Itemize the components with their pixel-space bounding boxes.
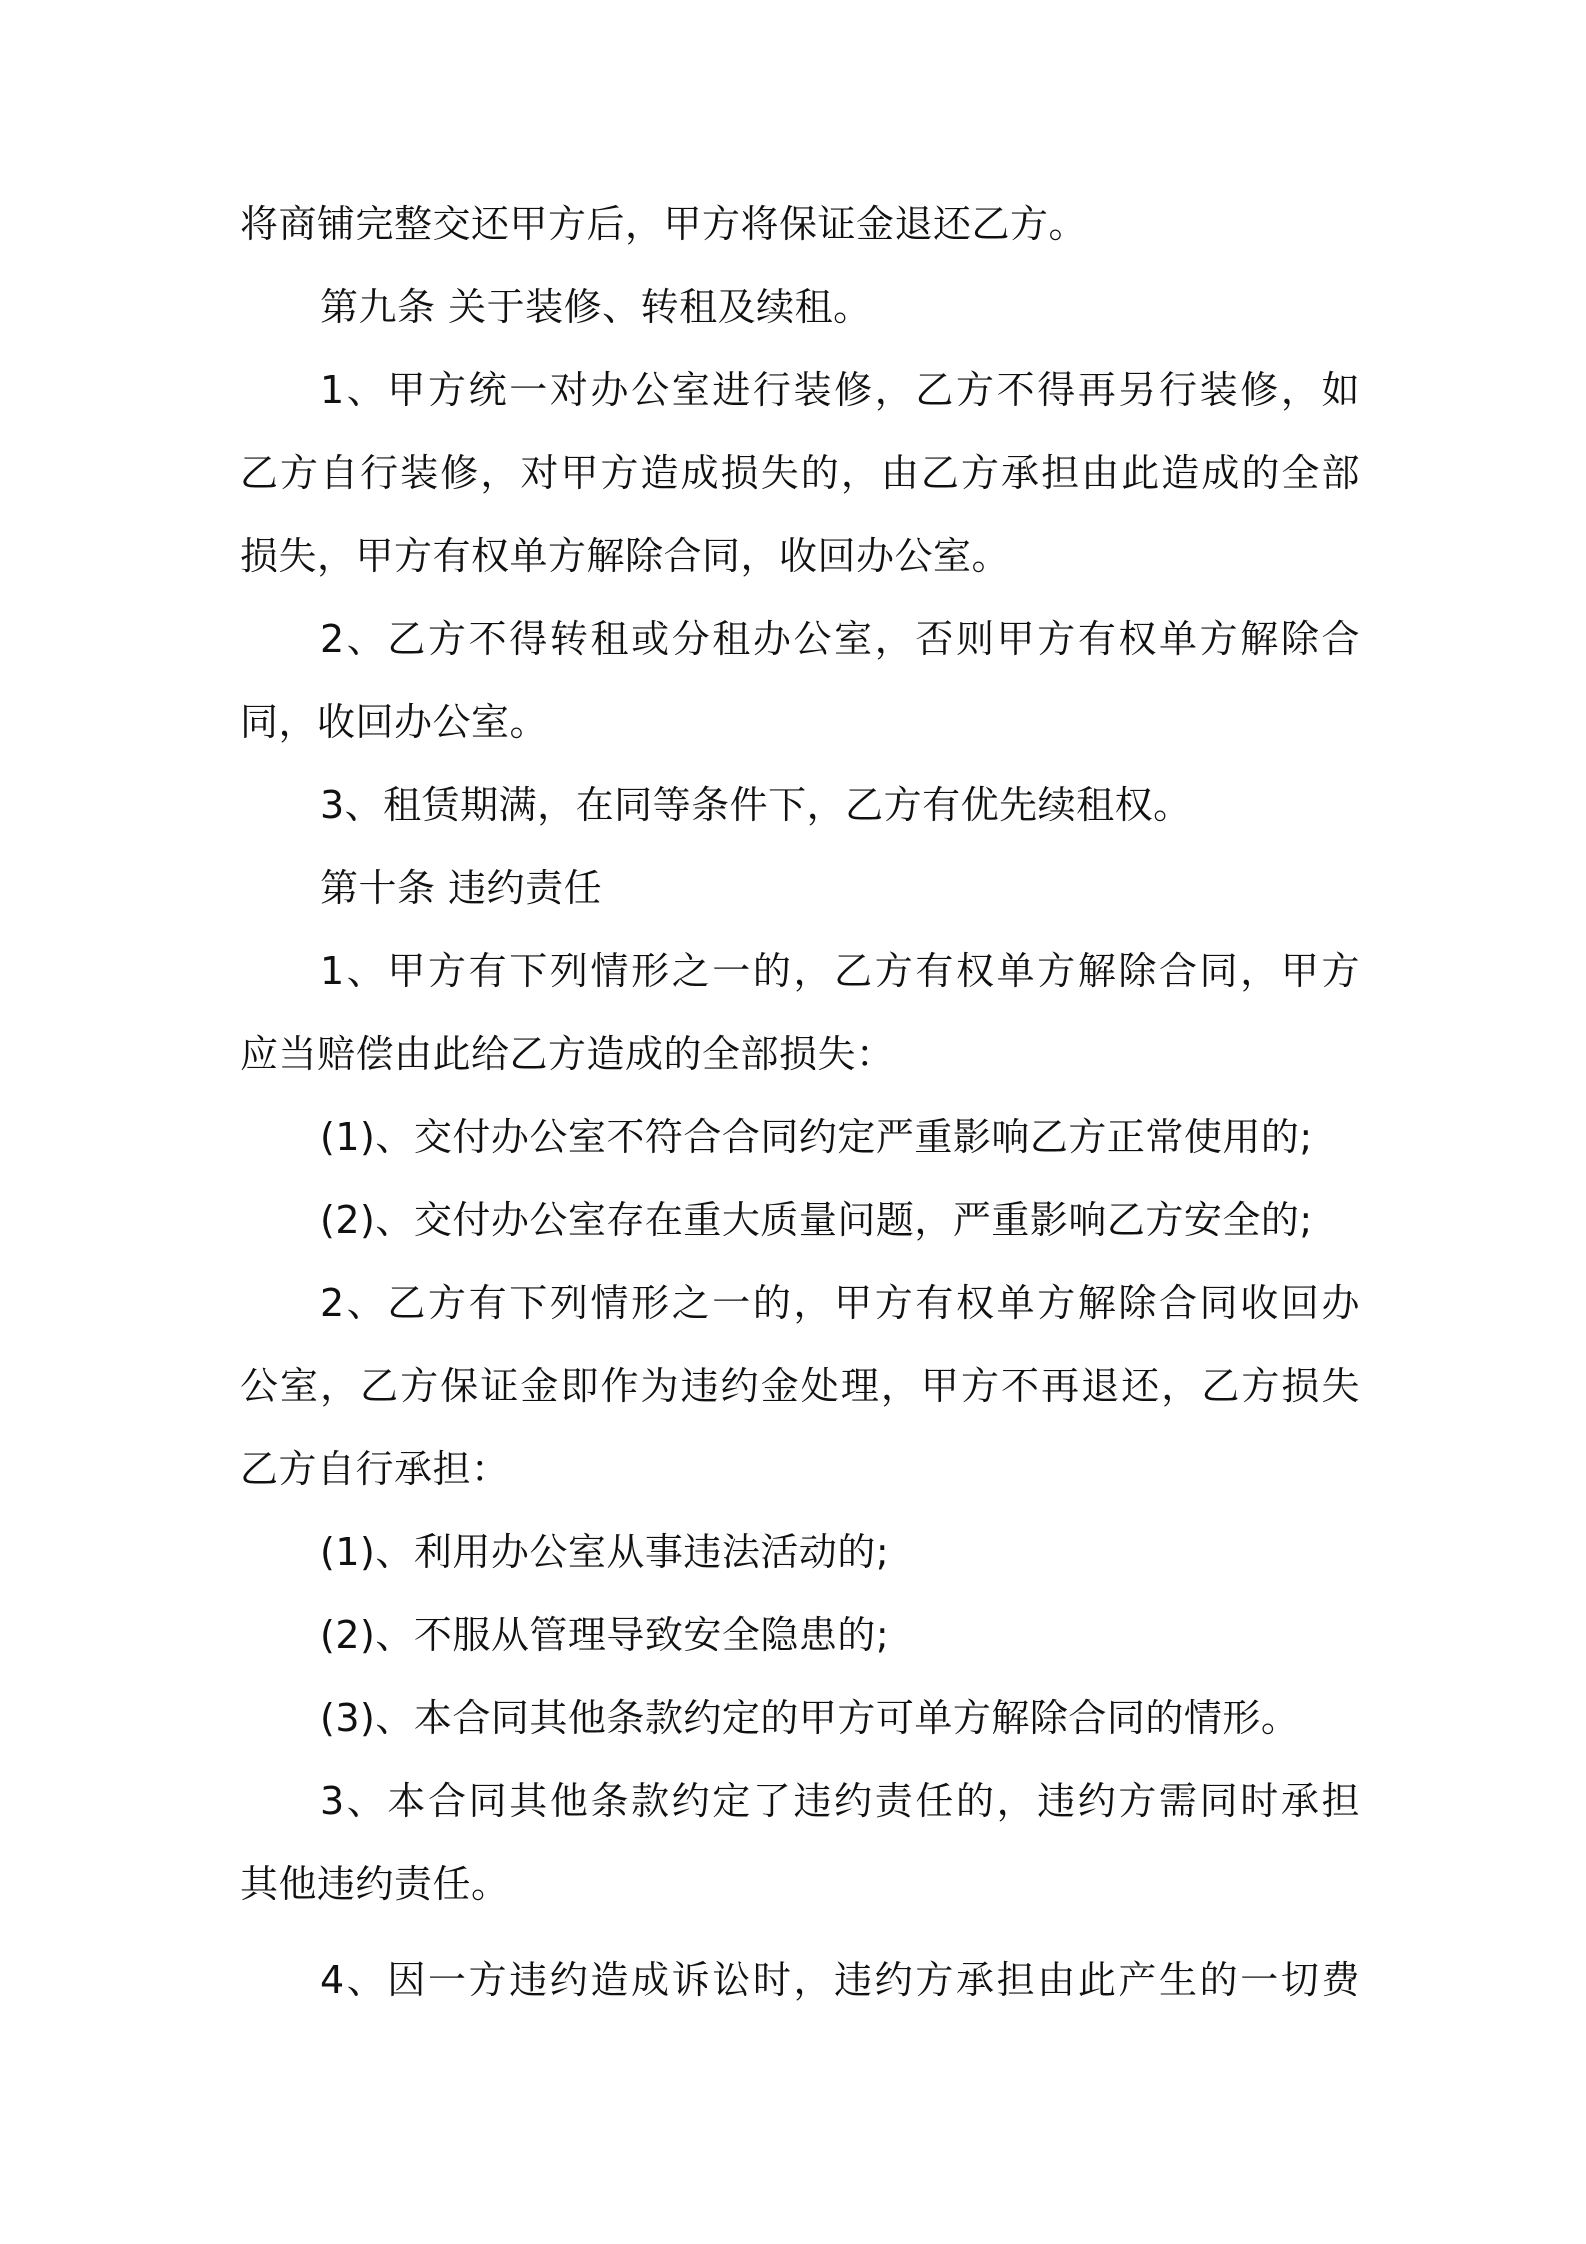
paragraph-line: 公室，乙方保证金即作为违约金处理，甲方不再退还，乙方损失 bbox=[240, 1364, 1360, 1408]
paragraph-line: 乙方自行承担： bbox=[240, 1447, 510, 1491]
paragraph-line: 1、甲方统一对办公室进行装修，乙方不得再另行装修，如 bbox=[320, 368, 1360, 412]
paragraph-line: 2、乙方有下列情形之一的，甲方有权单方解除合同收回办 bbox=[320, 1281, 1360, 1325]
list-item: (1)、交付办公室不符合合同约定严重影响乙方正常使用的; bbox=[320, 1115, 1313, 1159]
paragraph-line: 应当赔偿由此给乙方造成的全部损失： bbox=[240, 1032, 895, 1076]
paragraph-line: 乙方自行装修，对甲方造成损失的，由乙方承担由此造成的全部 bbox=[240, 451, 1360, 495]
article-heading: 第九条 关于装修、转租及续租。 bbox=[320, 285, 872, 329]
paragraph-line: 其他违约责任。 bbox=[240, 1862, 510, 1906]
paragraph-line: 同，收回办公室。 bbox=[240, 700, 549, 744]
list-item: (2)、不服从管理导致安全隐患的; bbox=[320, 1613, 890, 1657]
paragraph-line: 2、乙方不得转租或分租办公室，否则甲方有权单方解除合 bbox=[320, 617, 1360, 661]
paragraph-line: 将商铺完整交还甲方后，甲方将保证金退还乙方。 bbox=[240, 202, 1088, 246]
list-item: (3)、本合同其他条款约定的甲方可单方解除合同的情形。 bbox=[320, 1696, 1300, 1740]
paragraph-line: 1、甲方有下列情形之一的，乙方有权单方解除合同，甲方 bbox=[320, 949, 1360, 993]
paragraph-line: 4、因一方违约造成诉讼时，违约方承担由此产生的一切费 bbox=[320, 1958, 1360, 2002]
paragraph-line: 3、本合同其他条款约定了违约责任的，违约方需同时承担 bbox=[320, 1779, 1360, 1823]
paragraph-line: 损失，甲方有权单方解除合同，收回办公室。 bbox=[240, 534, 1011, 578]
article-heading: 第十条 违约责任 bbox=[320, 866, 603, 910]
paragraph-line: 3、租赁期满，在同等条件下，乙方有优先续租权。 bbox=[320, 783, 1192, 827]
list-item: (2)、交付办公室存在重大质量问题，严重影响乙方安全的; bbox=[320, 1198, 1313, 1242]
list-item: (1)、利用办公室从事违法活动的; bbox=[320, 1530, 890, 1574]
